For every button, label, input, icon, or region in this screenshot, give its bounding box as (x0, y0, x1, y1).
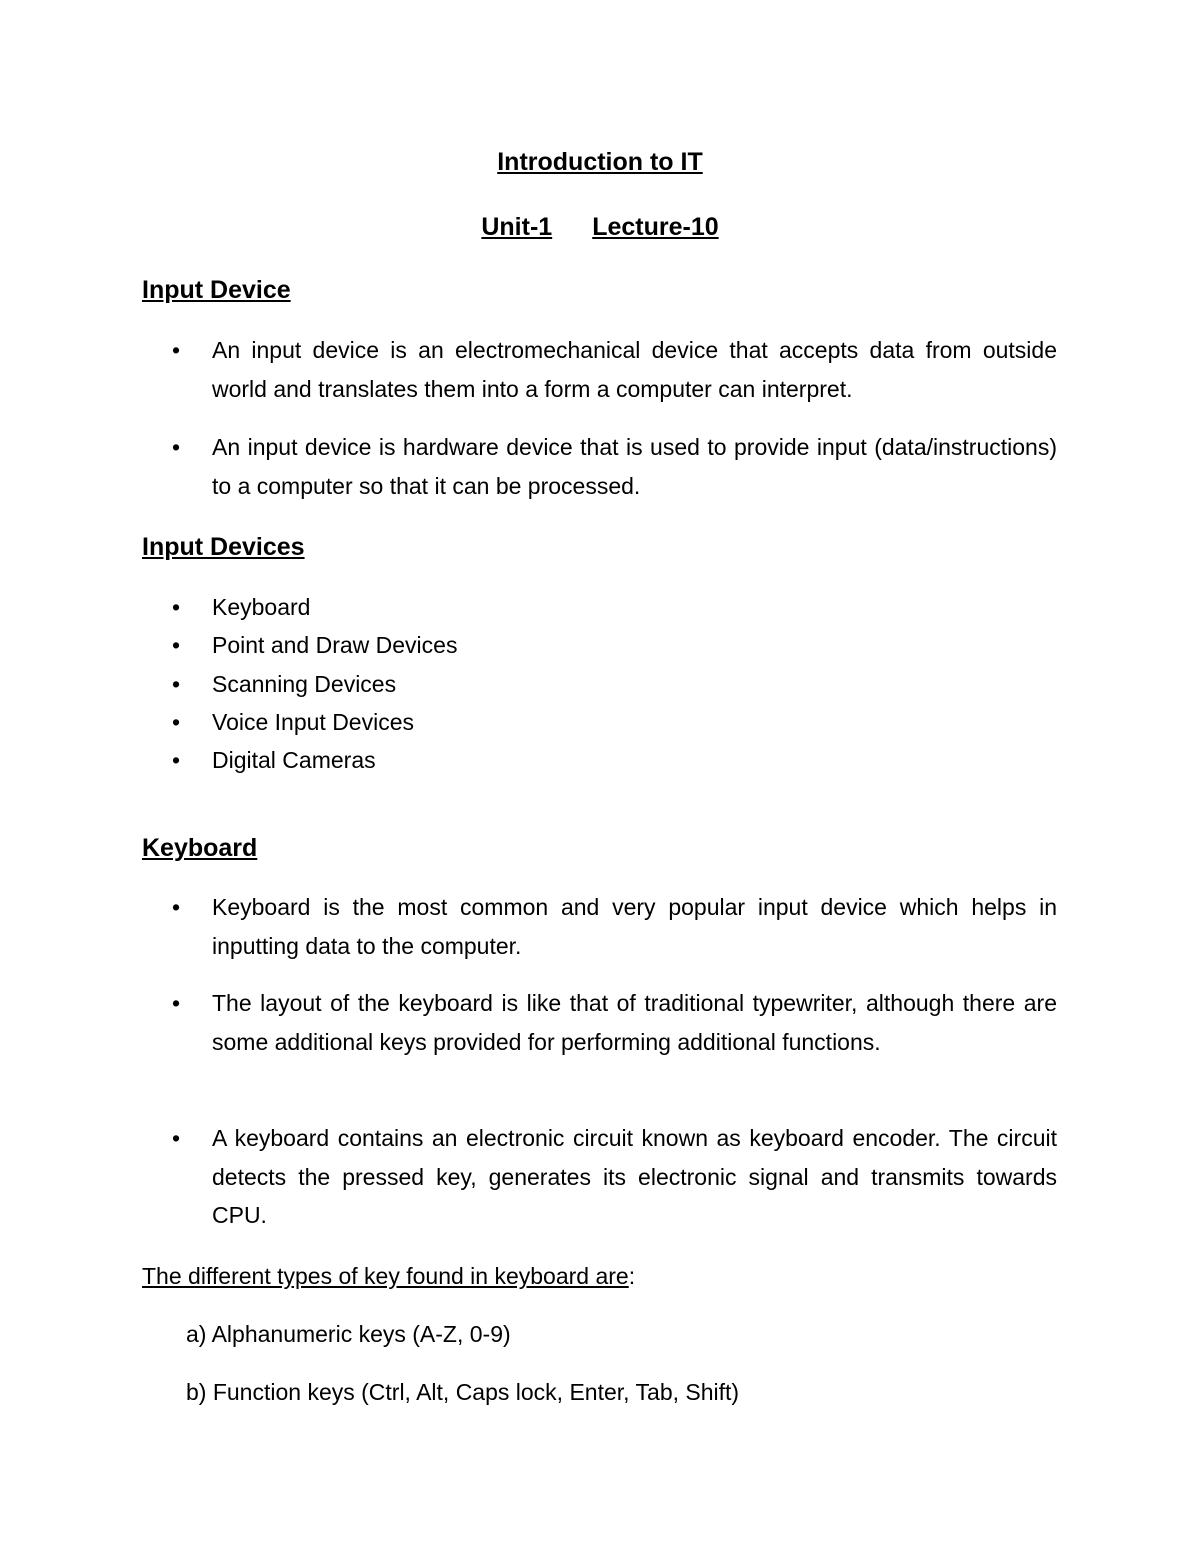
list-item: Scanning Devices (212, 671, 397, 697)
key-type-item: b) Function keys (Ctrl, Alt, Caps lock, Enter, Tab, Shift) (186, 1379, 740, 1405)
heading-input-device: Input Device (142, 276, 291, 304)
bullet-marker: • (172, 337, 181, 363)
keyboard-bullet-3: A keyboard contains an electronic circuit known as keyboard encoder. The circuit detects the pressed key, generates its electronic signal and transmits towards CPU. (212, 1125, 1057, 1228)
bullet-marker: • (172, 632, 181, 658)
bullet-marker: • (172, 594, 181, 620)
key-types-heading (142, 1261, 635, 1291)
list-item: Point and Draw Devices (212, 632, 458, 658)
bullet-marker: • (172, 990, 181, 1016)
bullet-marker: • (172, 434, 181, 460)
bullet-marker: • (172, 709, 181, 735)
bullet-marker: • (172, 1125, 181, 1151)
bullet-marker: • (172, 671, 181, 697)
unit-lecture-line (0, 212, 1200, 242)
input-device-bullet-1: An input device is an electromechanical device that accepts data from outside world and translates them into a form a computer can interpret. (212, 337, 1057, 402)
lecture-label: Lecture-10 (592, 213, 719, 241)
key-types-heading-text: The different types of key found in keyboard are (142, 1263, 629, 1289)
list-item: Digital Cameras (212, 747, 376, 773)
heading-input-devices: Input Devices (142, 533, 305, 561)
unit-label: Unit-1 (481, 213, 553, 241)
bullet-marker: • (172, 747, 181, 773)
keyboard-bullet-1: Keyboard is the most common and very popular input device which helps in inputting data to the computer. (212, 894, 1057, 959)
bullet-marker: • (172, 894, 181, 920)
heading-keyboard: Keyboard (142, 834, 258, 862)
page-title: Introduction to IT (497, 148, 703, 176)
key-types-colon: : (628, 1263, 636, 1289)
keyboard-bullet-2: The layout of the keyboard is like that of traditional typewriter, although there are some additional keys provided for performing additional functions. (212, 990, 1057, 1055)
list-item: Voice Input Devices (212, 709, 415, 735)
list-item: Keyboard (212, 594, 311, 620)
key-type-item: a) Alphanumeric keys (A-Z, 0-9) (186, 1321, 511, 1347)
input-device-bullet-2: An input device is hardware device that is used to provide input (data/instructions) to a computer so that it can be processed. (212, 434, 1057, 499)
